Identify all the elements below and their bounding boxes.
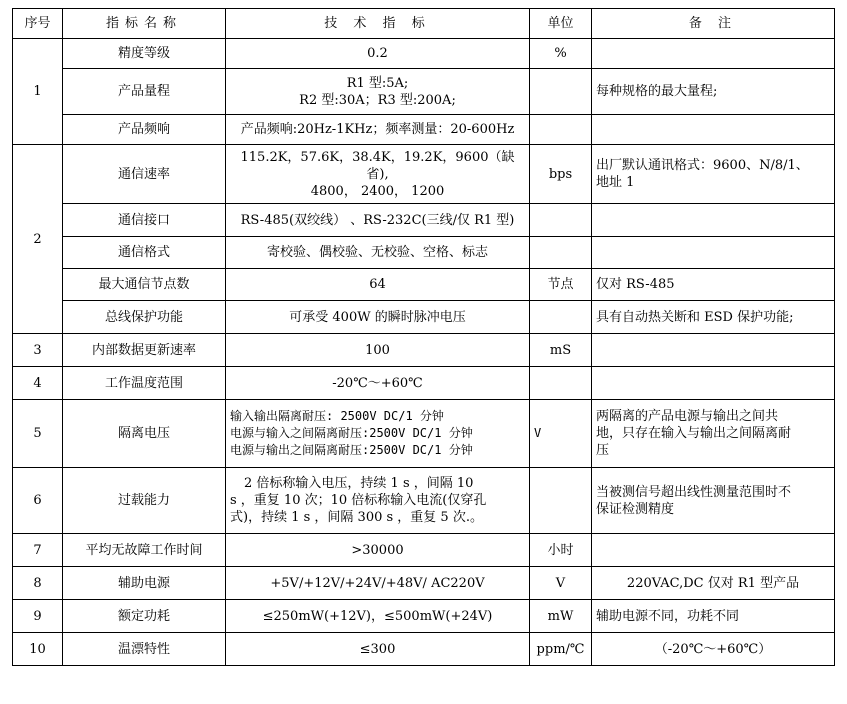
tech-cell: 64 bbox=[226, 269, 530, 301]
tech-cell: 0.2 bbox=[226, 39, 530, 69]
header-seq: 序号 bbox=[13, 9, 63, 39]
unit-cell bbox=[530, 468, 592, 534]
seq-cell: 8 bbox=[13, 567, 63, 600]
header-tech-spec: 技 术 指 标 bbox=[226, 9, 530, 39]
unit-cell: bps bbox=[530, 145, 592, 204]
table-row bbox=[13, 39, 835, 69]
item-cell: 温漂特性 bbox=[63, 633, 226, 666]
seq-cell: 6 bbox=[13, 468, 63, 534]
note-cell bbox=[592, 39, 835, 69]
unit-cell: V bbox=[530, 567, 592, 600]
unit-cell: % bbox=[530, 39, 592, 69]
item-cell: 额定功耗 bbox=[63, 600, 226, 633]
unit-cell bbox=[530, 367, 592, 400]
item-cell: 产品频响 bbox=[63, 115, 226, 145]
tech-cell: 输入输出隔离耐压: 2500V DC/1 分钟 电源与输入之间隔离耐压:2500V DC/1 分钟 电源与输出之间隔离耐压:2500V DC/1 分钟 bbox=[226, 400, 530, 468]
header-note: 备 注 bbox=[592, 9, 835, 39]
tech-cell: >30000 bbox=[226, 534, 530, 567]
item-cell: 总线保护功能 bbox=[63, 301, 226, 334]
item-cell: 过载能力 bbox=[63, 468, 226, 534]
unit-cell: V bbox=[530, 400, 592, 468]
table-row bbox=[13, 69, 835, 115]
note-cell: 两隔离的产品电源与输出之间共 地，只存在输入与输出之间隔离耐 压 bbox=[592, 400, 835, 468]
unit-cell bbox=[530, 69, 592, 115]
note-cell: 辅助电源不同，功耗不同 bbox=[592, 600, 835, 633]
seq-cell: 9 bbox=[13, 600, 63, 633]
note-cell: 仅对 RS-485 bbox=[592, 269, 835, 301]
note-cell: （-20℃～+60℃） bbox=[592, 633, 835, 666]
note-cell: 出厂默认通讯格式：9600、N/8/1、 地址 1 bbox=[592, 145, 835, 204]
item-cell: 平均无故障工作时间 bbox=[63, 534, 226, 567]
header-item-name: 指标名称 bbox=[63, 9, 226, 39]
note-cell bbox=[592, 367, 835, 400]
note-cell bbox=[592, 534, 835, 567]
unit-cell: ppm/℃ bbox=[530, 633, 592, 666]
seq-cell: 2 bbox=[13, 145, 63, 334]
table-row bbox=[13, 334, 835, 367]
item-cell: 产品量程 bbox=[63, 69, 226, 115]
unit-cell bbox=[530, 204, 592, 237]
table-row bbox=[13, 301, 835, 334]
tech-cell: R1 型:5A; R2 型:30A；R3 型:200A; bbox=[226, 69, 530, 115]
note-cell bbox=[592, 237, 835, 269]
unit-cell bbox=[530, 237, 592, 269]
table-row bbox=[13, 468, 835, 534]
note-cell: 每种规格的最大量程; bbox=[592, 69, 835, 115]
table-row bbox=[13, 115, 835, 145]
spec-table bbox=[12, 8, 835, 666]
unit-cell: 小时 bbox=[530, 534, 592, 567]
unit-cell: 节点 bbox=[530, 269, 592, 301]
seq-cell: 3 bbox=[13, 334, 63, 367]
tech-cell: 100 bbox=[226, 334, 530, 367]
item-cell: 内部数据更新速率 bbox=[63, 334, 226, 367]
table-row bbox=[13, 367, 835, 400]
item-cell: 通信速率 bbox=[63, 145, 226, 204]
note-cell bbox=[592, 334, 835, 367]
tech-cell: ≤250mW(+12V)，≤500mW(+24V) bbox=[226, 600, 530, 633]
item-cell: 辅助电源 bbox=[63, 567, 226, 600]
note-cell bbox=[592, 115, 835, 145]
table-row bbox=[13, 204, 835, 237]
note-cell: 具有自动热关断和 ESD 保护功能; bbox=[592, 301, 835, 334]
table-row bbox=[13, 400, 835, 468]
table-row bbox=[13, 600, 835, 633]
table-row bbox=[13, 269, 835, 301]
seq-cell: 4 bbox=[13, 367, 63, 400]
unit-cell bbox=[530, 301, 592, 334]
tech-cell: 115.2K，57.6K，38.4K，19.2K，9600（缺省), 4800， 2400， 1200 bbox=[226, 145, 530, 204]
unit-cell bbox=[530, 115, 592, 145]
header-row bbox=[13, 9, 835, 39]
item-cell: 工作温度范围 bbox=[63, 367, 226, 400]
item-cell: 隔离电压 bbox=[63, 400, 226, 468]
seq-cell: 10 bbox=[13, 633, 63, 666]
tech-cell: 2 倍标称输入电压，持续 1 s ，间隔 10 s ，重复 10 次；10 倍标称输入电流(仅穿孔 式)，持续 1 s ，间隔 300 s ，重复 5 次.。 bbox=[226, 468, 530, 534]
item-cell: 通信格式 bbox=[63, 237, 226, 269]
note-cell: 当被测信号超出线性测量范围时不 保证检测精度 bbox=[592, 468, 835, 534]
header-unit: 单位 bbox=[530, 9, 592, 39]
item-cell: 通信接口 bbox=[63, 204, 226, 237]
unit-cell: mS bbox=[530, 334, 592, 367]
note-cell: 220VAC,DC 仅对 R1 型产品 bbox=[592, 567, 835, 600]
seq-cell: 5 bbox=[13, 400, 63, 468]
table-row bbox=[13, 237, 835, 269]
table-row bbox=[13, 145, 835, 204]
note-cell bbox=[592, 204, 835, 237]
tech-cell: 产品频响:20Hz-1KHz；频率测量：20-600Hz bbox=[226, 115, 530, 145]
item-cell: 精度等级 bbox=[63, 39, 226, 69]
tech-cell: 可承受 400W 的瞬时脉冲电压 bbox=[226, 301, 530, 334]
unit-cell: mW bbox=[530, 600, 592, 633]
tech-cell: 寄校验、偶校验、无校验、空格、标志 bbox=[226, 237, 530, 269]
seq-cell: 1 bbox=[13, 39, 63, 145]
tech-cell: RS-485(双绞线） 、RS-232C(三线/仅 R1 型) bbox=[226, 204, 530, 237]
table-row bbox=[13, 633, 835, 666]
table-row bbox=[13, 567, 835, 600]
item-cell: 最大通信节点数 bbox=[63, 269, 226, 301]
seq-cell: 7 bbox=[13, 534, 63, 567]
tech-cell: -20℃～+60℃ bbox=[226, 367, 530, 400]
tech-cell: +5V/+12V/+24V/+48V/ AC220V bbox=[226, 567, 530, 600]
table-row bbox=[13, 534, 835, 567]
tech-cell: ≤300 bbox=[226, 633, 530, 666]
